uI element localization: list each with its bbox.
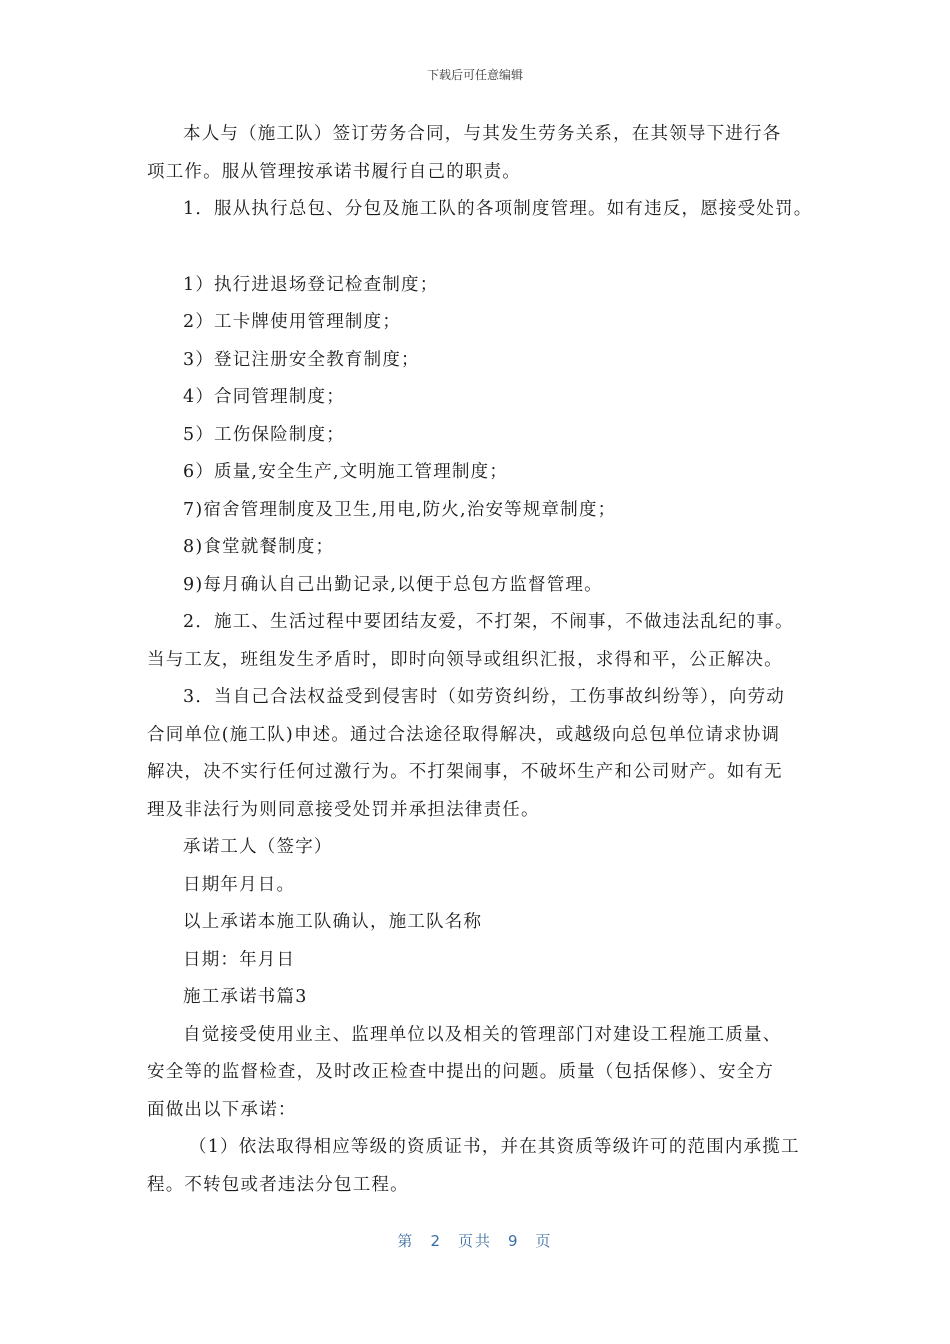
list-item: 6）质量,安全生产,文明施工管理制度； xyxy=(183,462,509,482)
paragraph-line: 合同单位(施工队)申述。通过合法途径取得解决，或越级向总包单位请求协调 xyxy=(147,724,781,745)
date-line: 日期年月日。 xyxy=(183,874,296,895)
list-item: 8)食堂就餐制度； xyxy=(183,537,335,557)
paragraph-line: 面做出以下承诺： xyxy=(147,1099,297,1120)
paragraph-line: 项工作。服从管理按承诺书履行自己的职责。 xyxy=(147,161,521,182)
section-title: 施工承诺书篇3 xyxy=(183,987,308,1007)
paragraph-line: 理及非法行为则同意接受处罚并承担法律责任。 xyxy=(147,799,540,820)
list-item: 4）合同管理制度； xyxy=(183,387,345,407)
footer-prefix: 第 xyxy=(397,1232,415,1250)
list-item: 7)宿舍管理制度及卫生,用电,防火,治安等规章制度； xyxy=(183,499,617,520)
paragraph-line: （1）依法取得相应等级的资质证书，并在其资质等级许可的范围内承揽工 xyxy=(189,1137,800,1157)
footer-middle: 页共 xyxy=(457,1232,492,1250)
footer-suffix: 页 xyxy=(535,1232,553,1250)
paragraph-line: 程。不转包或者违法分包工程。 xyxy=(147,1174,409,1195)
current-page-number: 2 xyxy=(430,1232,442,1250)
list-item: 3）登记注册安全教育制度； xyxy=(183,349,420,370)
list-item: 2）工卡牌使用管理制度； xyxy=(183,312,402,332)
list-item: 1）执行进退场登记检查制度； xyxy=(183,274,439,295)
paragraph-line: 2．施工、生活过程中要团结友爱，不打架，不闹事，不做违法乱纪的事。 xyxy=(183,612,794,632)
signature-line: 承诺工人（签字） xyxy=(183,837,333,857)
paragraph-line: 安全等的监督检查，及时改正检查中提出的问题。质量（包括保修）、安全方 xyxy=(147,1062,775,1082)
page-header-note: 下载后可任意编辑 xyxy=(426,68,523,82)
paragraph-line: 解决，决不实行任何过激行为。不打架闹事，不破坏生产和公司财产。如有无 xyxy=(147,762,783,782)
paragraph-line: 本人与（施工队）签订劳务合同，与其发生劳务关系，在其领导下进行各 xyxy=(183,124,782,144)
page-number-footer xyxy=(0,1230,950,1251)
paragraph-line: 3．当自己合法权益受到侵害时（如劳资纠纷，工伤事故纠纷等），向劳动 xyxy=(183,687,785,707)
list-item: 9)每月确认自己出勤记录,以便于总包方监督管理。 xyxy=(183,574,603,595)
paragraph-line: 当与工友，班组发生矛盾时，即时向领导或组织汇报，求得和平，公正解决。 xyxy=(147,649,783,670)
paragraph-line: 自觉接受使用业主、监理单位以及相关的管理部门对建设工程施工质量、 xyxy=(183,1024,782,1045)
total-page-number: 9 xyxy=(508,1232,520,1250)
document-body xyxy=(147,116,827,1204)
paragraph-line: 1．服从执行总包、分包及施工队的各项制度管理。如有违反，愿接受处罚。 xyxy=(183,199,813,219)
date-line: 日期：年月日 xyxy=(183,949,296,970)
list-item: 5）工伤保险制度； xyxy=(183,424,345,445)
confirmation-line: 以上承诺本施工队确认，施工队名称 xyxy=(183,912,483,932)
